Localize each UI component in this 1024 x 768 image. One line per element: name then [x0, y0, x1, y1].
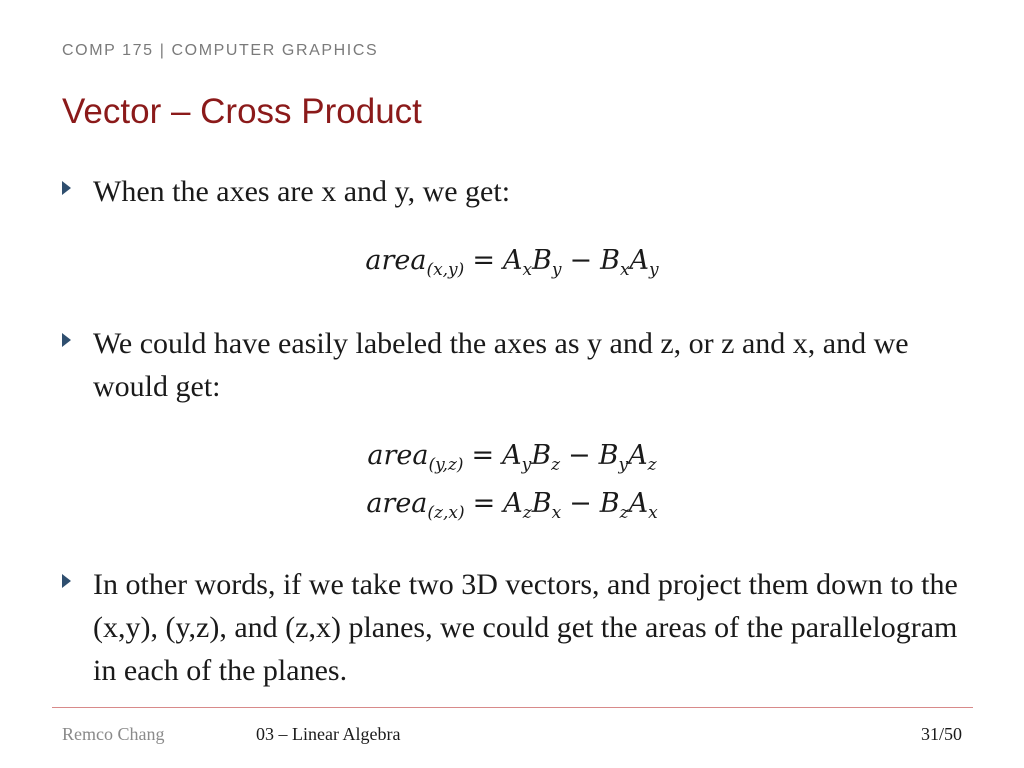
- eq-sub: y: [551, 260, 562, 280]
- bullet-text: We could have easily labeled the axes as y and z, or z and x, and we would get:: [93, 327, 909, 403]
- bullet-item: [62, 322, 962, 408]
- eq-lhs: area: [365, 245, 427, 276]
- eq-sub: x: [551, 503, 562, 523]
- eq-minus: −: [569, 245, 593, 276]
- eq-lhs: area: [367, 440, 429, 471]
- eq-term: B: [598, 440, 619, 471]
- equation-xy: [0, 245, 1024, 280]
- triangle-right-icon: [62, 333, 71, 347]
- eq-term: A: [628, 440, 648, 471]
- slide-title: Vector – Cross Product: [62, 92, 422, 131]
- eq-term: B: [532, 245, 552, 276]
- eq-sub: y: [649, 260, 659, 280]
- eq-lhs: area: [366, 488, 428, 519]
- course-label: COMP 175 | COMPUTER GRAPHICS: [62, 42, 379, 59]
- eq-term: A: [503, 488, 523, 519]
- eq-lhs-sub: (y,z): [428, 455, 464, 475]
- equation-yz: [0, 440, 1024, 475]
- footer-chapter: 03 – Linear Algebra: [256, 724, 401, 744]
- eq-sub: x: [522, 260, 533, 280]
- page-number: 31/50: [920, 724, 962, 744]
- eq-sub: x: [648, 503, 658, 523]
- eq-term: A: [629, 245, 650, 276]
- eq-minus: −: [568, 440, 591, 471]
- eq-equals: =: [472, 245, 495, 276]
- eq-sub: y: [521, 455, 532, 475]
- bullet-text: In other words, if we take two 3D vectors, and project them down to the (x,y), (y,z), and (z,x) planes, we could get the areas of the parallelogram in each of the planes.: [93, 568, 958, 687]
- eq-sub: z: [619, 503, 629, 523]
- equation-zx: [0, 488, 1024, 523]
- eq-sub: y: [618, 455, 629, 475]
- eq-term: A: [502, 440, 522, 471]
- eq-term: B: [531, 440, 552, 471]
- eq-term: B: [531, 488, 552, 519]
- bullet-item: [62, 170, 962, 213]
- footer-divider: [52, 707, 973, 708]
- eq-term: B: [600, 245, 620, 276]
- eq-lhs-sub: (z,x): [427, 503, 465, 523]
- eq-term: B: [599, 488, 620, 519]
- bullet-text: When the axes are x and y, we get:: [93, 175, 511, 208]
- bullet-item: [62, 563, 962, 692]
- eq-sub: z: [647, 455, 657, 475]
- eq-equals: =: [471, 440, 495, 471]
- eq-term: A: [502, 245, 523, 276]
- eq-sub: z: [522, 503, 532, 523]
- triangle-right-icon: [62, 181, 71, 195]
- footer-author: Remco Chang: [62, 724, 165, 744]
- eq-lhs-sub: (x,y): [426, 260, 465, 280]
- eq-equals: =: [472, 488, 496, 519]
- eq-term: A: [628, 488, 649, 519]
- eq-minus: −: [569, 488, 592, 519]
- eq-sub: x: [619, 260, 630, 280]
- triangle-right-icon: [62, 574, 71, 588]
- eq-sub: z: [551, 455, 561, 475]
